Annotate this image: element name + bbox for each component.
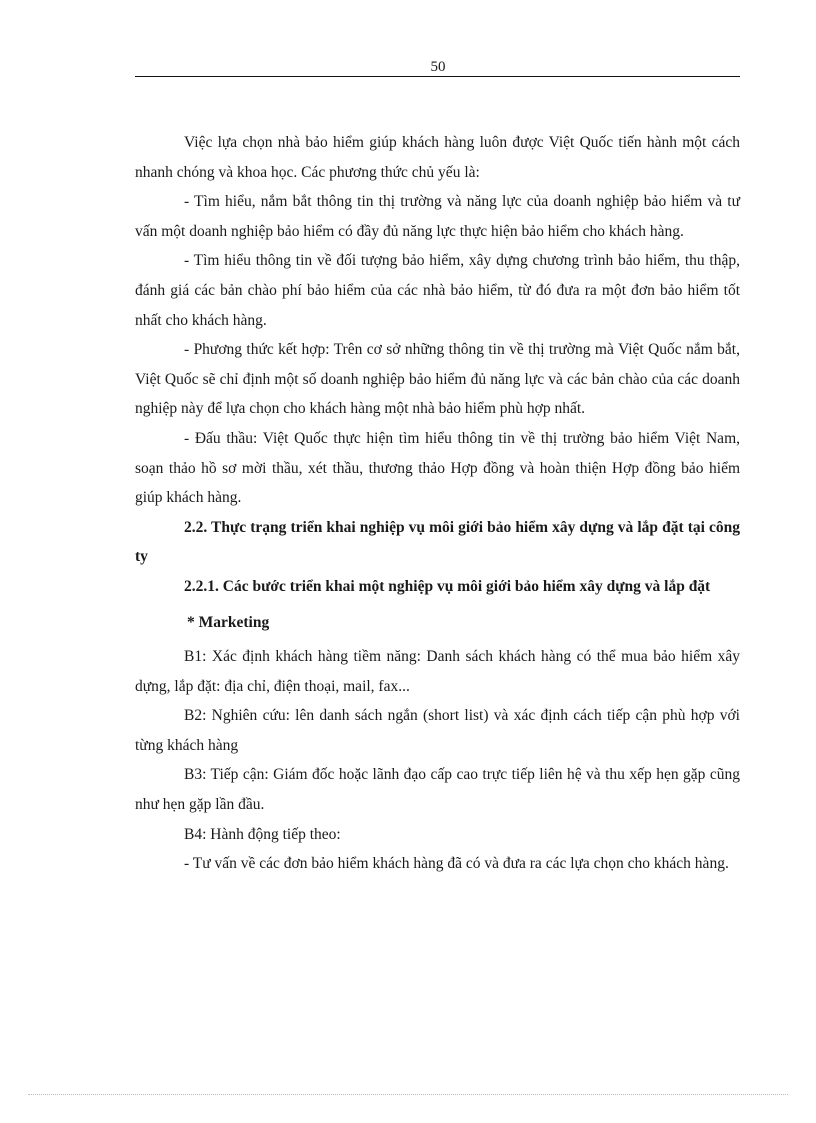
- section-heading-2-2-1: 2.2.1. Các bước triển khai một nghiệp vụ môi giới bảo hiểm xây dựng và lắp đặt: [184, 577, 711, 595]
- paragraph-intro: Việc lựa chọn nhà bảo hiểm giúp khách hàng luôn được Việt Quốc tiến hành một cách nhanh chóng và khoa học. Các phương thức chủ yếu là:: [135, 134, 740, 181]
- footer-dotted-line: [28, 1094, 788, 1095]
- page-body: [135, 128, 740, 879]
- step-b4: B4: Hành động tiếp theo:: [184, 825, 341, 843]
- step-b2: B2: Nghiên cứu: lên danh sách ngắn (short list) và xác định cách tiếp cận phù hợp với từng khách hàng: [135, 707, 740, 754]
- paragraph-method-combined: - Phương thức kết hợp: Trên cơ sở những thông tin về thị trường mà Việt Quốc nắm bắt, Việt Quốc sẽ chỉ định một số doanh nghiệp bảo hiểm đủ năng lực và các bản chào của các doanh nghiệp này để lựa chọn cho khách hàng một nhà bảo hiểm phù hợp nhất.: [135, 341, 740, 418]
- step-b1: B1: Xác định khách hàng tiềm năng: Danh sách khách hàng có thể mua bảo hiểm xây dựng, lắp đặt: địa chỉ, điện thoại, mail, fax...: [135, 648, 740, 695]
- paragraph-method-object: - Tìm hiểu thông tin về đối tượng bảo hiểm, xây dựng chương trình bảo hiểm, thu thập, đánh giá các bản chào phí bảo hiểm của các nhà bảo hiểm, từ đó đưa ra một đơn bảo hiểm tốt nhất cho khách hàng.: [135, 252, 740, 329]
- section-heading-2-2: 2.2. Thực trạng triển khai nghiệp vụ môi giới bảo hiểm xây dựng và lắp đặt tại công ty: [135, 518, 740, 566]
- paragraph-method-bidding: - Đấu thầu: Việt Quốc thực hiện tìm hiểu thông tin về thị trường bảo hiểm Việt Nam, soạn thảo hồ sơ mời thầu, xét thầu, thương thảo Hợp đồng và hoàn thiện Hợp đồng bảo hiểm giúp khách hàng.: [135, 429, 740, 507]
- marketing-subheading: * Marketing: [187, 613, 270, 631]
- step-b4-detail: - Tư vấn về các đơn bảo hiểm khách hàng đã có và đưa ra các lựa chọn cho khách hàng.: [184, 855, 729, 873]
- paragraph-method-research: - Tìm hiểu, nắm bắt thông tin thị trường và năng lực của doanh nghiệp bảo hiểm và tư vấn một doanh nghiệp bảo hiểm có đầy đủ năng lực thực hiện bảo hiểm cho khách hàng.: [135, 193, 740, 240]
- page-number: 50: [430, 59, 446, 75]
- step-b3: B3: Tiếp cận: Giám đốc hoặc lãnh đạo cấp cao trực tiếp liên hệ và thu xếp hẹn gặp cũng như hẹn gặp lần đầu.: [135, 766, 740, 814]
- header-rule: [135, 76, 740, 77]
